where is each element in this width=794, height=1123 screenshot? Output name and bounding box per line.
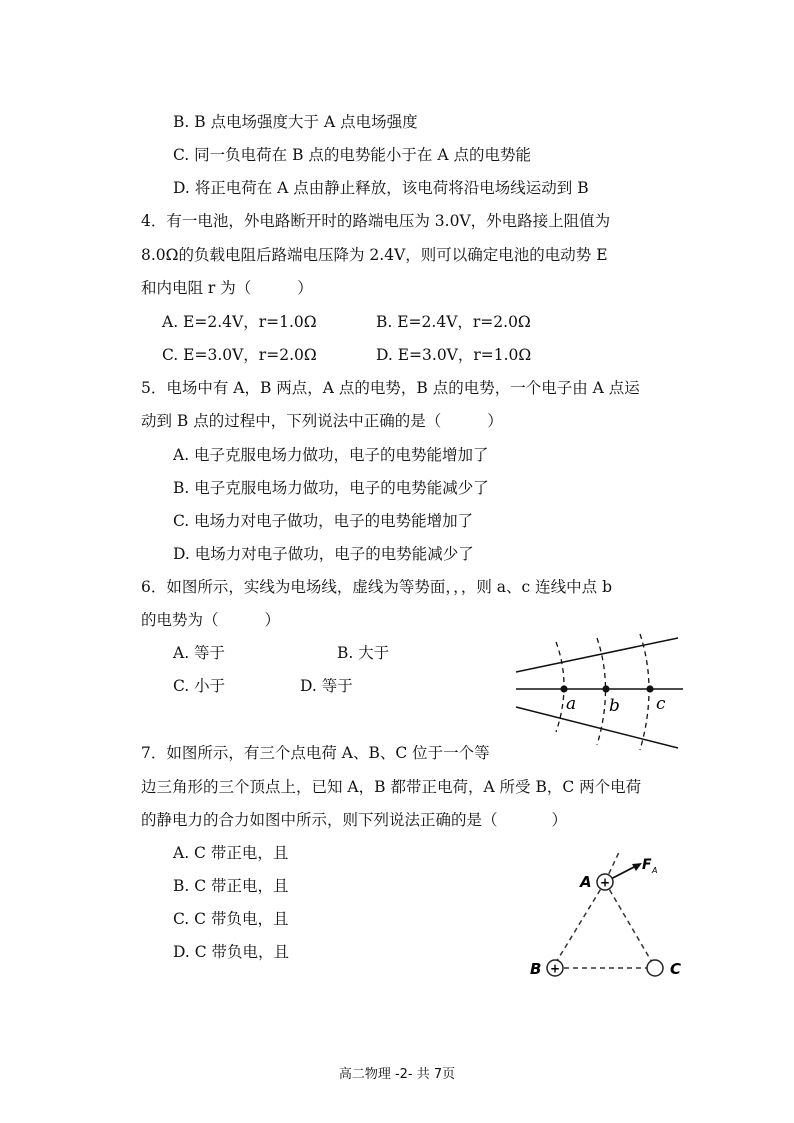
label-a: a	[566, 694, 577, 714]
q4-stem-line3	[141, 278, 313, 298]
plus-icon: +	[599, 875, 611, 890]
q6-option-a: A. 等于	[173, 644, 226, 662]
q5-stem-line2-close: ）	[487, 412, 503, 430]
q7-option-a: A. C 带正电，且	[173, 844, 289, 862]
q5-option-a: A. 电子克服电场力做功，电子的电势能增加了	[173, 446, 489, 464]
equipotential-c	[640, 634, 649, 750]
field-line-bottom	[516, 707, 678, 748]
q6-stem-line2-close: ）	[264, 611, 281, 629]
q4-stem-line3-text: 和内电阻 r 为（	[141, 279, 252, 297]
plus-icon: +	[549, 961, 561, 976]
side-ac	[605, 882, 653, 964]
q5-stem-line2	[141, 411, 503, 431]
q5-stem-line2-text: 动到 B 点的过程中，下列说法中正确的是（	[141, 412, 442, 430]
q7-option-c: C. C 带负电，且	[173, 910, 289, 928]
label-force: F	[642, 857, 652, 873]
q3-option-d: D. 将正电荷在 A 点由静止释放，该电荷将沿电场线运动到 B	[173, 179, 589, 197]
q5-stem-line1: 5．电场中有 A，B 两点，A 点的电势，B 点的电势，一个电子由 A 点运	[141, 379, 640, 397]
q5-option-c: C. 电场力对电子做功，电子的电势能增加了	[173, 512, 474, 530]
q6-stem-line2	[141, 610, 280, 630]
q7-stem-line1: 7．如图所示，有三个点电荷 A、B、C 位于一个等	[141, 744, 490, 762]
field-line-top	[516, 638, 678, 672]
label-charge-a: A	[580, 873, 592, 891]
point-c	[646, 685, 653, 692]
q4-option-c: C. E=3.0V，r=2.0Ω	[162, 346, 317, 364]
q3-option-c: C. 同一负电荷在 B 点的电势能小于在 A 点的电势能	[173, 146, 531, 164]
q4-option-b: B. E=2.4V，r=2.0Ω	[376, 313, 531, 331]
q6-stem-line2-text: 的电势为（	[141, 611, 219, 629]
q6-option-c: C. 小于	[173, 677, 226, 695]
q4-stem-line3-close: ）	[297, 279, 313, 297]
q5-option-d: D. 电场力对电子做功，电子的电势能减少了	[173, 545, 474, 563]
q5-option-b: B. 电子克服电场力做功，电子的电势能减少了	[173, 479, 489, 497]
q7-stem-line3-close: ）	[551, 811, 568, 829]
point-b	[602, 685, 609, 692]
q4-stem-line1: 4．有一电池，外电路断开时的路端电压为 3.0V，外电路接上阻值为	[141, 212, 611, 230]
q7-stem-line2: 边三角形的三个顶点上，已知 A，B 都带正电荷，A 所受 B，C 两个电荷	[141, 778, 642, 796]
label-charge-c: C	[670, 960, 682, 978]
q3-option-b: B. B 点电场强度大于 A 点电场强度	[173, 113, 418, 131]
label-charge-b: B	[530, 960, 542, 978]
q7-stem-line3-text: 的静电力的合力如图中所示，则下列说法正确的是（	[141, 811, 498, 829]
q6-stem-line1: 6．如图所示，实线为电场线，虚线为等势面，，，则 a、c 连线中点 b	[141, 578, 612, 596]
label-c: c	[656, 694, 666, 714]
page-footer: 高二物理 -2- 共 7页	[338, 1067, 456, 1082]
q7-option-b: B. C 带正电，且	[173, 877, 289, 895]
q6-option-d: D. 等于	[300, 677, 353, 695]
q4-option-a: A. E=2.4V，r=1.0Ω	[162, 313, 317, 331]
q4-stem-line2: 8.0Ω的负载电阻后路端电压降为 2.4V，则可以确定电池的电动势 E	[141, 246, 608, 264]
q4-option-d: D. E=3.0V，r=1.0Ω	[376, 346, 532, 364]
side-ab	[555, 882, 605, 964]
charge-c	[647, 960, 663, 976]
q7-stem-line3	[141, 810, 567, 830]
triangle-charges-figure	[524, 840, 694, 985]
q7-option-d: D. C 带负电，且	[173, 943, 290, 961]
point-a	[560, 685, 567, 692]
label-b: b	[609, 696, 620, 716]
field-lines-figure	[508, 630, 688, 755]
label-force-subscript: A	[652, 866, 658, 875]
q6-option-b: B. 大于	[337, 644, 390, 662]
